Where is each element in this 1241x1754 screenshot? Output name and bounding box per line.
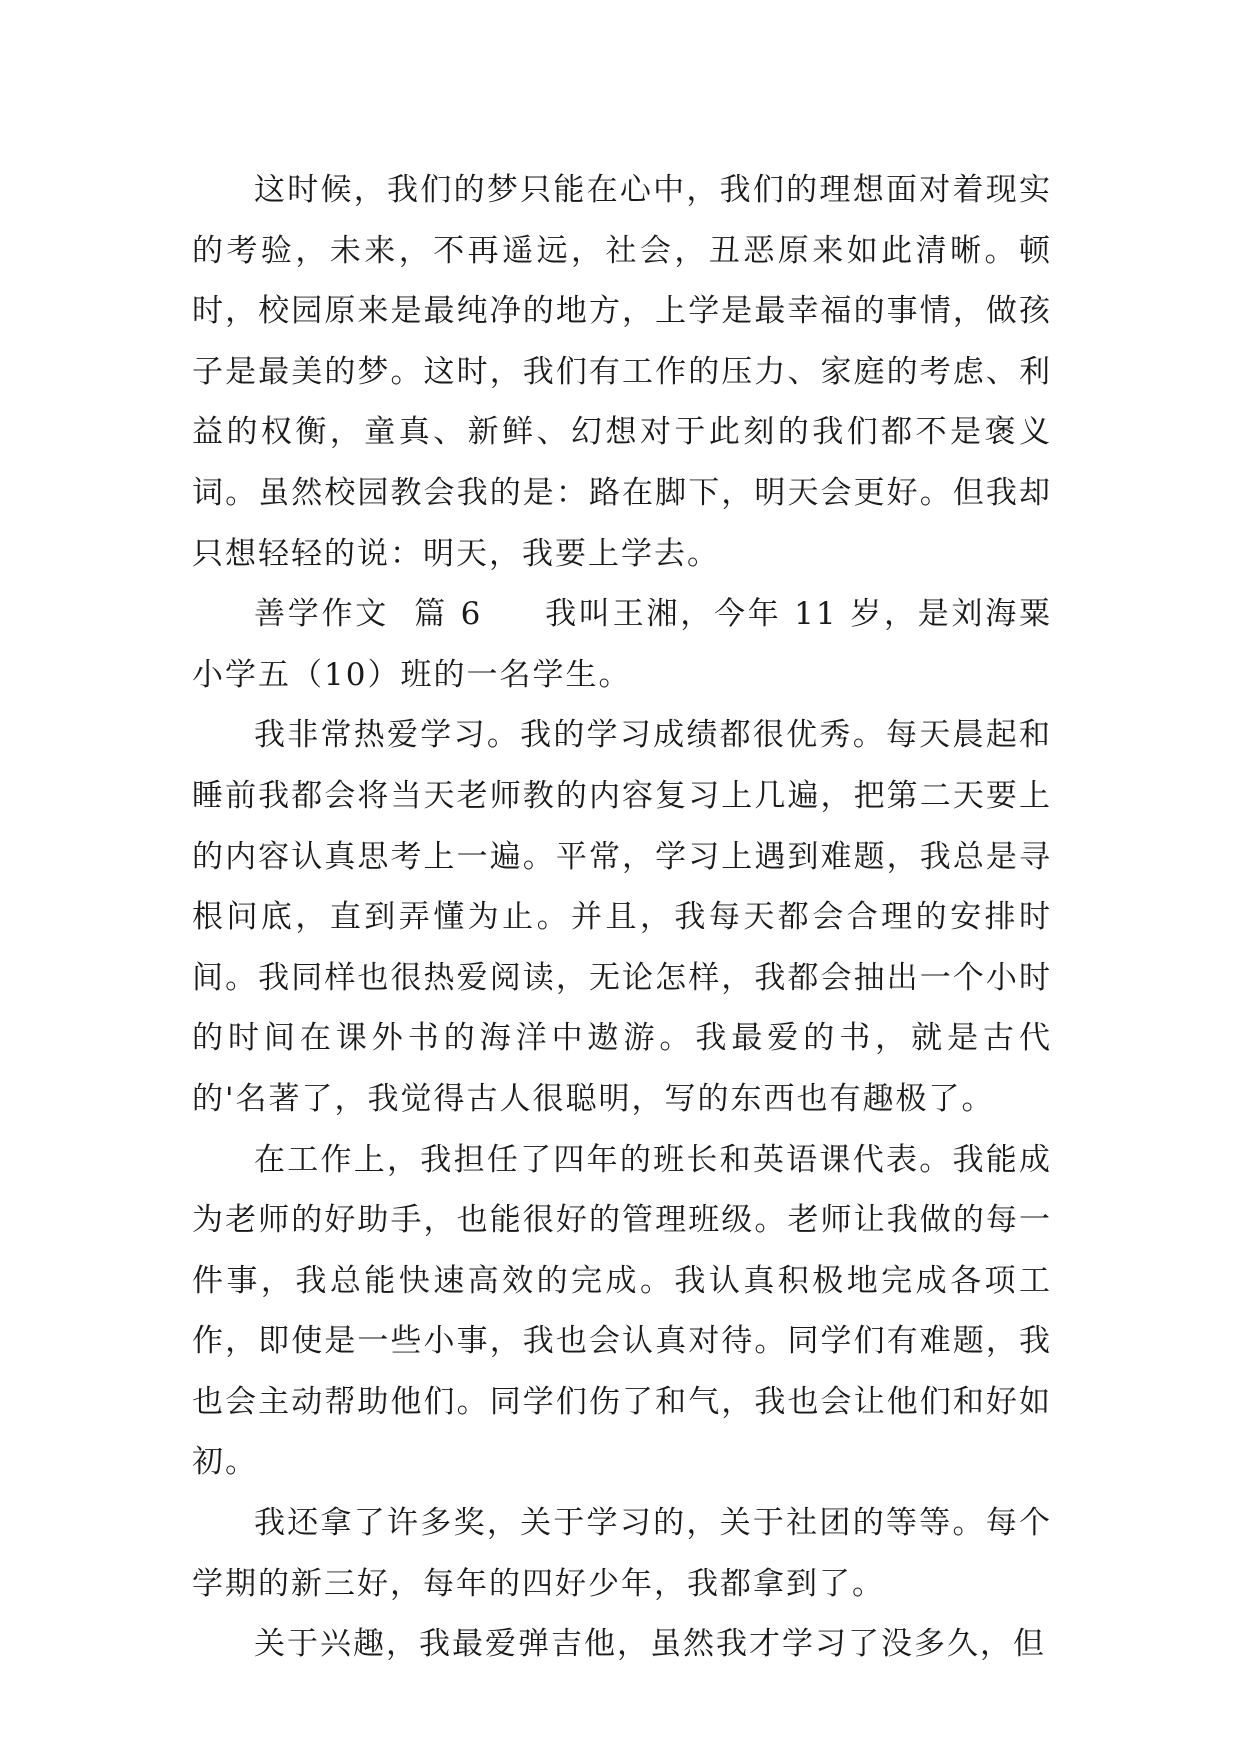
paragraph: 我非常热爱学习。我的学习成绩都很优秀。每天晨起和睡前我都会将当天老师教的内容复习上几遍，把第二天要上的内容认真思考上一遍。平常，学习上遇到难题，我总是寻根问底，直到弄懂为止。并且，我每天都会合理的安排时间。我同样也很热爱阅读，无论怎样，我都会抽出一个小时的时间在课外书的海洋中遨游。我最爱的书，就是古代的'名著了，我觉得古人很聪明，写的东西也有趣极了。 [192,717,1052,1117]
paragraph: 在工作上，我担任了四年的班长和英语课代表。我能成为老师的好助手，也能很好的管理班级。老师让我做的每一件事，我总能快速高效的完成。我认真积极地完成各项工作，即使是一些小事，我也会认真对待。同学们有难题，我也会主动帮助他们。同学们伤了和气，我也会让他们和好如初。 [192,1141,1052,1481]
section-heading: 善学作文 [254,596,390,633]
document-body [192,160,1052,1675]
section-label: 篇 6 [414,596,483,633]
paragraph: 这时候，我们的梦只能在心中，我们的理想面对着现实的考验，未来，不再遥远，社会，丑恶原来如此清晰。顿时，校园原来是最纯净的地方，上学是最幸福的事情，做孩子是最美的梦。这时，我们有工作的压力、家庭的考虑、利益的权衡，童真、新鲜、幻想对于此刻的我们都不是褒义词。虽然校园教会我的是：路在脚下，明天会更好。但我却只想轻轻的说：明天，我要上学去。 [192,172,1052,572]
section-text: 我叫王湘，今年 11 岁，是刘海粟小学五（10）班的一名学生。 [192,596,1053,693]
paragraph: 我还拿了许多奖，关于学习的，关于社团的等等。每个学期的新三好，每年的四好少年，我都拿到了。 [192,1505,1052,1602]
section-paragraph [192,584,1052,705]
paragraph: 关于兴趣，我最爱弹吉他，虽然我才学习了没多久，但 [254,1626,1046,1663]
